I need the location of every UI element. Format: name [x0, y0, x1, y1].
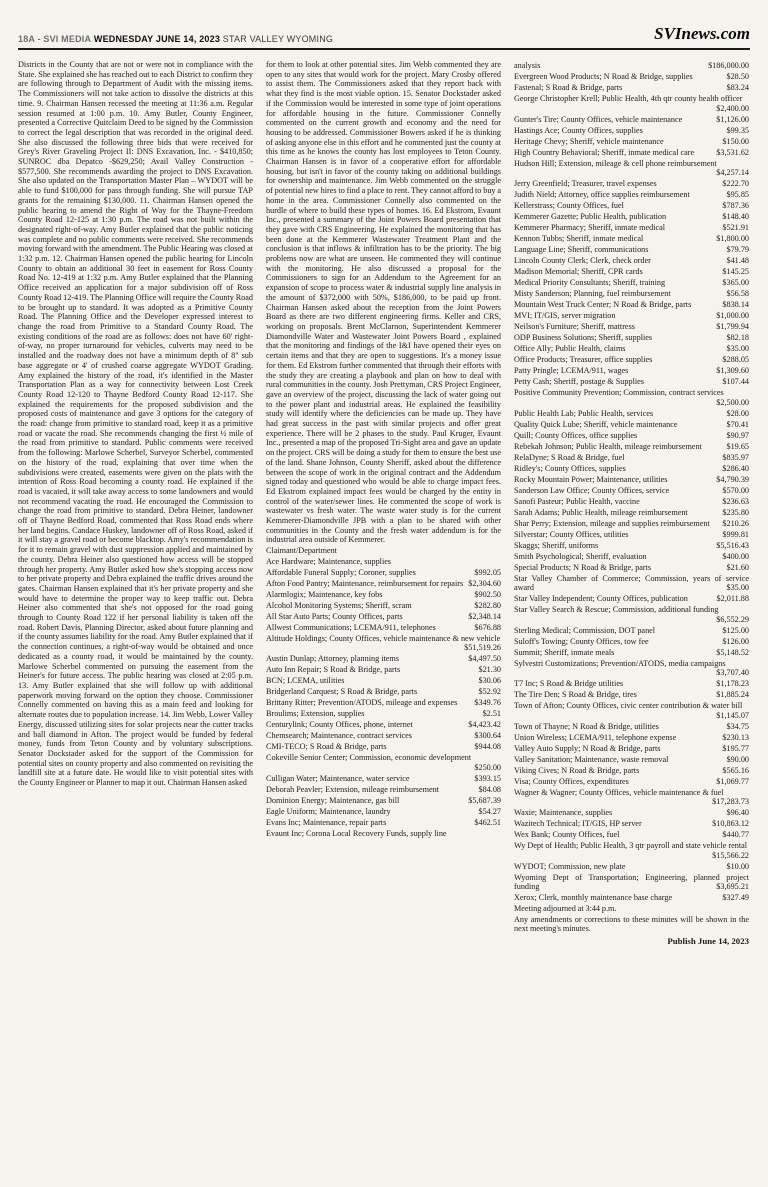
claim-row [266, 742, 501, 752]
claim-description: Centurylink; County Offices, phone, internet [266, 720, 413, 730]
claim-row [514, 333, 749, 343]
claim-row [266, 579, 501, 589]
claim-row [514, 819, 749, 829]
claim-row [514, 788, 749, 807]
claim-description: Sanderson Law Office; County Offices, service [514, 485, 670, 495]
claim-row [514, 245, 749, 255]
claim-description: Sylvestri Customizations; Prevention/ATODS, media campaigns [514, 658, 726, 668]
claim-row [514, 355, 749, 365]
claim-row [514, 94, 749, 113]
claim-amount: $4,497.50 [468, 654, 501, 664]
claim-amount: $222.70 [722, 179, 749, 188]
claim-row [514, 690, 749, 700]
claim-description: T7 Inc; S Road & Bridge utilities [514, 679, 624, 688]
claim-amount: $2,348.14 [468, 611, 501, 621]
claim-description: Waxie; Maintenance, supplies [514, 808, 613, 817]
claim-amount: $999.81 [722, 529, 749, 539]
claim-amount: $99.35 [726, 125, 749, 135]
claim-amount: $21.60 [726, 562, 749, 572]
claim-amount: $52.92 [478, 687, 501, 697]
claim-amount: $787.36 [722, 201, 749, 210]
claim-description: Fastenal; S Road & Bridge, parts [514, 83, 623, 92]
claim-amount: $230.13 [722, 732, 749, 742]
claim-amount: $41.48 [726, 256, 749, 265]
claim-row [514, 679, 749, 689]
claim-description: Evans Inc; Maintenance, repair parts [266, 817, 387, 827]
claim-description: Eagle Uniform; Maintenance, laundry [266, 806, 391, 816]
claim-amount: $35.00 [726, 344, 749, 353]
claim-amount: $210.26 [722, 518, 749, 528]
claim-row [514, 722, 749, 732]
publish-date: Publish June 14, 2023 [667, 936, 749, 947]
claim-description: Wazitech Technical; IT/GIS, HP server [514, 819, 642, 828]
claim-row [266, 720, 501, 730]
claim-amount: $3,707.40 [716, 668, 749, 677]
claim-row [514, 388, 749, 407]
claim-amount: $235.80 [722, 507, 749, 517]
claim-row [266, 665, 501, 675]
claim-row [514, 841, 749, 860]
claim-row [514, 366, 749, 376]
claim-description: Evergreen Wood Products; N Road & Bridge, supplies [514, 72, 693, 81]
claim-row [514, 223, 749, 233]
claim-description: Culligan Water; Maintenance, water service [266, 773, 410, 783]
claim-description: Jerry Greenfield; Treasurer, travel expenses [514, 179, 657, 188]
claim-row [514, 159, 749, 178]
claim-amount: $2.51 [482, 709, 501, 719]
claim-row [514, 519, 749, 529]
claim-description: Wagner & Wagner; County Offices, vehicle maintenance & fuel [514, 787, 724, 797]
claim-row [514, 115, 749, 125]
claim-row [514, 733, 749, 743]
claim-amount: $440.77 [722, 830, 749, 839]
claim-description: Affordable Funeral Supply; Coroner, supplies [266, 567, 416, 577]
claim-row [514, 755, 749, 765]
claim-amount: $30.06 [478, 676, 501, 686]
claim-description: Language Line; Sheriff, communications [514, 245, 649, 254]
claim-amount: $282.80 [474, 600, 501, 610]
claim-amount: $1,145.07 [716, 710, 749, 720]
claim-amount: $145.25 [722, 267, 749, 276]
claim-description: Visa; County Offices, expenditures [514, 776, 629, 786]
claim-row [514, 453, 749, 463]
claim-row [266, 774, 501, 784]
claim-description: Petty Cash; Sheriff, postage & Supplies [514, 377, 644, 386]
claim-amount: $2,500.00 [716, 397, 749, 407]
claim-amount: $107.44 [722, 377, 749, 386]
claim-row [266, 818, 501, 828]
claim-row [514, 766, 749, 776]
claim-row [514, 893, 749, 903]
claim-description: Quality Quick Lube; Sheriff, vehicle maintenance [514, 419, 678, 429]
claim-row [514, 808, 749, 818]
claim-row [266, 807, 501, 817]
claim-amount: $300.64 [474, 731, 501, 741]
claim-description: Public Health Lab; Public Health, services [514, 408, 654, 418]
claim-row [514, 289, 749, 299]
claim-amount: $676.88 [474, 622, 501, 632]
claim-amount: $186,000.00 [708, 61, 749, 70]
claim-amount: $393.15 [474, 773, 501, 783]
claim-amount: $400.00 [722, 551, 749, 561]
claim-description: Star Valley Independent; County Offices, publication [514, 594, 688, 603]
claim-row [514, 300, 749, 310]
article-columns [18, 60, 750, 946]
claim-row [266, 709, 501, 719]
claim-row [514, 409, 749, 419]
claim-row [514, 475, 749, 485]
claim-description: Alcohol Monitoring Systems; Sheriff, scram [266, 600, 412, 610]
claim-row [266, 654, 501, 664]
claim-row [514, 574, 749, 593]
claim-amount: $90.00 [726, 754, 749, 764]
column-3 [514, 60, 749, 946]
claim-description: Shar Perry; Extension, mileage and supplies reimbursement [514, 518, 710, 528]
claim-amount: $125.00 [722, 625, 749, 635]
claim-amount: $96.40 [726, 808, 749, 817]
claim-amount: $1,799.94 [716, 322, 749, 331]
claim-row [514, 530, 749, 540]
claim-description: Summit; Sheriff, inmate meals [514, 647, 615, 657]
claim-amount: $4,423.42 [468, 720, 501, 730]
claim-description: Valley Sanitation; Maintenance, waste removal [514, 754, 669, 764]
claim-description: Union Wireless; LCEMA/911, telephone expense [514, 732, 677, 742]
claim-description: Hastings Ace; County Offices, supplies [514, 125, 643, 135]
claim-description: Town of Thayne; N Road & Bridge, utilities [514, 721, 659, 731]
claim-amount: $83.24 [726, 83, 749, 92]
adjournment-note: Meeting adjourned at 3:44 p.m. [514, 904, 617, 913]
claim-amount: $28.50 [726, 72, 749, 81]
claim-row [514, 179, 749, 189]
claim-description: Alarmlogix; Maintenance, key fobs [266, 589, 383, 599]
issue-location: STAR VALLEY WYOMING [222, 34, 334, 44]
claim-amount: $150.00 [722, 136, 749, 146]
claim-amount: $70.41 [726, 419, 749, 429]
claim-amount: $95.85 [726, 190, 749, 199]
claim-row [514, 605, 749, 624]
claim-description: Kemmerer Gazette; Public Health, publication [514, 212, 667, 221]
claim-amount: $148.40 [722, 212, 749, 221]
claim-description: Smith Psychological; Sheriff, evaluation [514, 551, 647, 561]
claim-row [514, 311, 749, 321]
claim-row [514, 256, 749, 266]
claim-amount: $365.00 [722, 278, 749, 287]
claim-description: Star Valley Chamber of Commerce; Commission, years of service award [514, 573, 749, 592]
claim-row [266, 590, 501, 600]
claim-amount: $250.00 [474, 762, 501, 772]
claim-description: Kellerstrass; County Offices, fuel [514, 201, 624, 210]
claim-description: Kennon Tubbs; Sheriff, inmate medical [514, 234, 644, 243]
claim-amount: $6,552.29 [716, 614, 749, 624]
claim-description: Heritage Chevy; Sheriff, vehicle maintenance [514, 136, 664, 146]
claim-amount: $56.58 [726, 289, 749, 298]
claims-header: Claimant/Department [266, 546, 337, 556]
claim-description: Star Valley Search & Rescue; Commission, additional funding [514, 605, 719, 614]
claim-row [514, 744, 749, 754]
claim-amount: $1,178.23 [716, 679, 749, 688]
claim-amount: $838.14 [722, 300, 749, 309]
claim-description: Sanofi Pasteur; Public Health, vaccine [514, 496, 640, 506]
claim-description: George Christopher Krell; Public Health, 4th qtr county health officer [514, 94, 743, 103]
claim-amount: $288.05 [722, 355, 749, 364]
claim-row [514, 497, 749, 507]
claim-description: Mountain West Truck Center; N Road & Bridge, parts [514, 300, 692, 309]
claim-row [266, 568, 501, 578]
claim-amount: $3,695.21 [716, 882, 749, 891]
claim-description: Allwest Communications; LCEMA/911, telephones [266, 622, 436, 632]
claim-description: Ridley's; County Offices, supplies [514, 463, 626, 473]
claim-description: Dominion Energy; Maintenance, gas bill [266, 795, 400, 805]
masthead-left [18, 34, 333, 44]
claim-description: Ace Hardware; Maintenance, supplies [266, 556, 392, 566]
claim-row [266, 601, 501, 611]
claim-row [514, 563, 749, 573]
claim-row [514, 148, 749, 158]
claim-amount: $462.51 [474, 817, 501, 827]
claim-description: analysis [514, 61, 541, 70]
claim-description: WYDOT; Commission, new plate [514, 861, 626, 871]
claim-description: Xerox; Clerk, monthly maintenance base charge [514, 893, 673, 902]
claim-description: Austin Dunlap; Attorney, planning items [266, 654, 399, 664]
claim-amount: $349.76 [474, 698, 501, 708]
claim-row [266, 557, 501, 567]
claims-list-col2 [266, 557, 501, 839]
claim-amount: $521.91 [722, 223, 749, 232]
claim-row [514, 442, 749, 452]
claim-description: Broulims; Extension, supplies [266, 709, 365, 719]
minutes-text-col1: Districts in the County that are not or were not in compliance with the State. She explained she has reached out to each District to confirm they are following through to Department of Audit with the missing items. The Commissioners will not take action to dissolve the districts at this time. 9. Chairman Hansen recessed the meeting at 11:36 a.m. Regular session resumed at 1:00 p.m. 10. Amy Butler, County Engineer, presented a Corrective Quitclaim Deed to be signed by the Commission to correct the legal description that was recorded in the original deed. She also discussed the following three bids that were received for Grey's River Graveling Project II: DNS Excavation, Inc. - $410,850; SUNROC dba Depatco -$629,250; Avail Valley Construction - $577,500. She recommends awarding the project to DNS Excavation. She also updated on the Transportation Master Plan – WYDOT will be able to fund $100,000 for pass through funding. She will pursue TAP grants for the remaining $130,000. 11. Chairman Hansen opened the public hearing to amend the Right of Way for the Thayne-Freedom County Road 12-125 at 1:30 p.m. The road was not built within the designated right-of-way. Amy Butler explained that the public noticing was complete and no public comments were received. She recommends moving forward with the amendment. The Public Hearing was closed at 1:32 p.m. 12. Chairman Hansen opened the public hearing for Lincoln County to obtain an additional 30 feet in easement for Ross County Road No. 12-419 at 1:32 p.m. Amy Butler explained that the Planning Office received an application for a major subdivision off of Ross County Road 12-419. The Planning Office will require the County Road to be brought up to standard. It was adopted as a Primitive County Road. The Planning Office and the Developer expressed interest to change the road from Primitive to a Standard County Road. The existing conditions of the road are as follows: does not have 60' right-of-way, no proper turnaround for vehicles, culverts may need to be installed and the roadway does not have a minimum depth of 8" sub base aggregate or 4' of crushed coarse aggregate WYDOT Grading. Amy explained the history of the road, it's identified in the Master Transportation Plan as a way for connectivity between Lost Creek County Road 12-120 to Thayne Bedford County Road 12-117. She explained the requirements for the proposed subdivision and the proposed costs of maintenance and gave 3 options for the category of the road: change from primitive to standard road, keep it as a primitive road or vacate the road. She recommends changing the first ½ mile of the road from primitive to standard. Public comments were received from the following: Marlowe Scherbel, Surveyor Scherbel, commented on the history of the road, explaining that over time when the subdivisions were created, easements were given on the plats with the intention of Ross Road becoming a county road. He explained if the road is vacated, it will take away access to some landowners and would not recommend vacating the road. He encouraged the Commission to change the road from primitive to standard. Debra Heiner, landowner off of Thayne Bedford Road, commented that Ross Road ends where her land begins. Candace Huskey, landowner off of Ross Road, asked if it will stay a gravel road or become blacktop. Amy's recommendation is for it to remain gravel with dust suppression applied and maintained by the county. Debra Heiner also questioned how access will be stopped through her property. Amy Butler asked how she's stopping access now to her private property and Debra explained the traffic drives around the gates. Chairman Hansen explained that it's her private property and she would have to determine the proper way to keep traffic out. Debra Heiner also commented that she's not opposed for the road going through to County Road 122 if her personal liability is taken off the road. Robert Davis, Planning Director, asked about future planning and if the county assumes liability for the road. Amy Butler explained that if the connection continues, a right-of-way would be obtained and once dedicated as a county road, it would be maintained by the county. Marlowe Scherbel commented on pursuing the easement from the Heiner's for future access. The public hearing was closed at 2:05 p.m. 13. Amy Butler explained that she will follow up with additional paperwork moving forward on the option they choose. Commissioner Connelly commented on having this as a main feed and looking for alternate routes due to population increase. 14. Jim Webb, Lower Valley Energy, discussed utilizing sites for solar projects near the cutter tracks and ball diamond in Afton. The project would be funded by federal money, funds from Teton County and by voluntary subscriptions. Senator Dockstader asked for the support of the Commission for potential sites on county property and also commented on revisiting the landfill site at a future date. He would like to visit potential sites with the County Engineer or Planner to map it out. Chairman Hansen asked [18, 60, 253, 788]
claim-description: Valley Auto Supply; N Road & Bridge, parts [514, 743, 661, 753]
claim-amount: $195.77 [722, 743, 749, 753]
claim-description: Gunter's Tire; County Offices, vehicle maintenance [514, 114, 683, 124]
claim-amount: $2,304.60 [468, 578, 501, 588]
claim-row [514, 862, 749, 872]
claim-description: Rebekah Johnson; Public Health, mileage reimbursement [514, 441, 702, 451]
claim-amount: $992.05 [474, 567, 501, 577]
claim-amount: $944.08 [474, 742, 501, 752]
claim-description: Sterling Medical; Commission, DOT panel [514, 625, 656, 635]
claims-list-col3 [514, 61, 749, 903]
claim-row [514, 552, 749, 562]
claim-amount: $1,000.00 [716, 311, 749, 320]
claim-amount: $1,800.00 [716, 234, 749, 243]
claim-row [514, 626, 749, 636]
claim-amount: $17,283.73 [712, 797, 749, 806]
claim-row [514, 648, 749, 658]
claim-row [514, 344, 749, 354]
claim-description: Altitude Holdings; County Offices, vehicle maintenance & new vehicle [266, 633, 501, 643]
claim-description: Special Products; N Road & Bridge, parts [514, 562, 652, 572]
claim-description: Deborah Peavler; Extension, mileage reimbursement [266, 784, 440, 794]
claim-amount: $2,011.88 [716, 594, 749, 603]
claim-row [514, 541, 749, 551]
claim-row [514, 212, 749, 222]
claim-description: Silverstar; County Offices, utilities [514, 529, 629, 539]
claim-amount: $5,516.43 [716, 540, 749, 550]
claim-row [514, 278, 749, 288]
claim-amount: $902.50 [474, 589, 501, 599]
claim-description: Kemmerer Pharmacy; Sheriff, inmate medical [514, 223, 666, 232]
claim-description: Bridgerland Carquest; S Road & Bridge, parts [266, 687, 418, 697]
masthead-divider [18, 48, 750, 50]
claim-description: Madison Memorial; Sheriff, CPR cards [514, 267, 643, 276]
claim-amount: $5,148.52 [716, 647, 749, 657]
claim-description: Rocky Mountain Power; Maintenance, utilities [514, 474, 668, 484]
claim-description: Office Ally; Public Health, claims [514, 344, 626, 353]
claim-description: Wy Dept of Health; Public Health, 3 qtr payroll and state vehicle rental [514, 841, 748, 850]
claim-amount: $1,069.77 [716, 776, 749, 786]
claim-amount: $286.40 [722, 463, 749, 473]
column-1 [18, 60, 253, 788]
claim-description: Suloff's Towing; County Offices, tow fee [514, 636, 649, 646]
claim-description: Hudson Hill; Extension, mileage & cell phone reimbursement [514, 158, 717, 168]
claim-amount: $35.00 [726, 583, 749, 592]
column-2 [266, 60, 501, 840]
claim-description: Skaggs; Sheriff, uniforms [514, 540, 599, 550]
claim-description: Office Products; Treasurer, office supplies [514, 355, 653, 364]
claim-row [514, 234, 749, 244]
claim-amount: $10.00 [726, 861, 749, 871]
claim-description: ODP Business Solutions; Sheriff, supplies [514, 333, 653, 342]
claim-amount: $82.18 [726, 333, 749, 342]
claim-row [514, 464, 749, 474]
claim-row [266, 698, 501, 708]
claim-amount: $3,531.62 [716, 147, 749, 157]
claim-row [514, 201, 749, 211]
claim-amount: $570.00 [722, 485, 749, 495]
claim-description: Medical Priority Consultants; Sheriff, training [514, 278, 666, 287]
claim-row [266, 753, 501, 772]
website-url: SVInews.com [654, 24, 750, 43]
claim-description: The Tire Den; S Road & Bridge, tires [514, 690, 637, 699]
claim-row [514, 190, 749, 200]
minutes-text-col2: for them to look at other potential sites. Jim Webb commented they are open to any sites that would work for the project. Mary Crosby offered to assist them. The Commissioners asked that they report back with what they find is the most viable option. 15. Senator Dockstader asked if the Commission would be interested in some type of joint operations for affordable housing in the future. Commissioner Connelly commented on the current growth and economy and the need for housing to be addressed. Commissioner Bowers asked if he is thinking of asking anyone else in this effort and he commented just the county at this time as he knows the county has lost employees to Teton County. Chairman Hansen is in favor of a cooperative effort for affordable housing, but isn't in favor of the county taking on additional buildings for ownership and maintenance. Jim Webb commented on the struggle of potential new hires to find a place to rent. They cannot afford to buy a home in the area. Commissioner Connelly also commented on the hurdle of where to build these types of homes. 16. Ed Ekstrom, Evaunt Inc., presented a summary of the Joint Powers Board presentation that they gave with CRS Engineering. He explained the monitoring that has been done at the Kemmerer Wastewater Treatment Plant and the conclusion is that inflows & infiltration has to be the priority. The big problems now are what are unseen. He commented they will continue with the monitoring. He also discussed a proposal for the Commissioners to sign for an Addendum to the Agreement for an expansion of scope to process water & industrial supply line analysis in the amount of $372,000 with 50%, $186,000, to be paid up front. Chairman Hansen asked about the reception from the Joint Powers Board as there are two different engineering firms. Keller and CRS, working on proposals. Brent McClarnon, Superintendent Kemmerer Diamondville Water and Wastewater Joint Powers Board , explained that the monitoring and findings of the I&I have opened their eyes on certain items and that they are open to suggestions. It's a money issue for them. Ed Ekstrom further commented that through their efforts with the study they are creating a playbook and plan on how to deal with rural communities in the county. Josh Prettyman, CRS Project Engineer, gave an overview of the project, discussing the lack of water going out to the power plant and industrial areas. He explained the feasibility study will identify where the deficiencies can be made up. They have had great success in the past with similar projects and offer great experience. There will be 2 phases to the study. Paul Kruger, Evaunt Inc., presented a map of the proposed Tri-Sight area and gave an update on the project. CRS will be doing a study for them to ensure the best use of the land. Shane Johnson, County Sheriff, asked about the difference between the scope of work in the original contract and the Addendum signed today and questioned who would be able to charge impact fees. Ed Ekstrom explained impact fees would be charged by the entity in control of the water/sewer lines. He commented the scope of work is wastewater vs fresh water. The waste water study is for the current Kemmerer-Diamondville JPB with a plan to be shared with other communities in the County and the fresh water addendum is for the industrial area outside of Kemmerer. [266, 60, 501, 545]
claim-description: BCN; LCEMA, utilities [266, 676, 345, 686]
claim-description: Afton Food Pantry; Maintenance, reimbursement for repairs [266, 578, 464, 588]
claim-description: Cokeville Senior Center; Commission, economic development [266, 753, 472, 763]
claim-amount: $79.79 [726, 245, 749, 254]
claim-row [514, 83, 749, 93]
claim-description: RelaDyne; S Road & Bridge, fuel [514, 452, 625, 462]
claim-description: Positive Community Prevention; Commission, contract services [514, 388, 724, 397]
claim-row [266, 796, 501, 806]
claim-row [266, 676, 501, 686]
claim-row [266, 687, 501, 697]
masthead [18, 24, 750, 44]
claim-description: Wyoming Dept of Transportation; Engineering, planned project funding [514, 872, 749, 891]
claim-amount: $565.16 [722, 765, 749, 775]
claim-description: Sarah Adams; Public Health, mileage reimbursement [514, 507, 688, 517]
claim-row [514, 659, 749, 678]
claim-description: Evaunt Inc; Corona Local Recovery Funds, supply line [266, 828, 447, 838]
claim-amount: $2,400.00 [716, 103, 749, 113]
claim-row [514, 61, 749, 71]
claim-description: All Star Auto Parts; County Offices, parts [266, 611, 403, 621]
claim-row [514, 637, 749, 647]
claim-amount: $54.27 [478, 806, 501, 816]
page-number: 18A - SVI MEDIA [18, 34, 92, 44]
claim-description: Chemsearch; Maintenance, contract services [266, 731, 412, 741]
claim-row [266, 612, 501, 622]
claim-description: Judith Nield; Attorney, office supplies reimbursement [514, 190, 690, 199]
claim-amount: $236.63 [722, 496, 749, 506]
claim-row [514, 701, 749, 720]
claim-row [514, 267, 749, 277]
claim-description: Town of Afton; County Offices, civic center contribution & water bill [514, 701, 743, 710]
claim-amount: $1,309.60 [716, 366, 749, 375]
claim-row [514, 377, 749, 387]
claim-amount: $90.97 [726, 430, 749, 440]
claim-amount: $4,257.14 [716, 168, 749, 177]
claim-row [514, 486, 749, 496]
claim-amount: $1,126.00 [716, 114, 749, 124]
amendments-note: Any amendments or corrections to these minutes will be shown in the next meeting's minutes. [514, 914, 749, 934]
claim-amount: $327.49 [722, 893, 749, 902]
claim-amount: $34.75 [726, 721, 749, 731]
claim-amount: $84.08 [478, 784, 501, 794]
claim-amount: $126.00 [722, 636, 749, 646]
claim-row [266, 785, 501, 795]
claim-row [266, 731, 501, 741]
issue-date: WEDNESDAY JUNE 14, 2023 [93, 34, 221, 44]
claim-amount: $10,863.12 [712, 819, 749, 828]
claim-amount: $51,519.26 [464, 643, 501, 653]
claim-description: Brittany Ritter; Prevention/ATODS, mileage and expenses [266, 698, 458, 708]
claim-row [514, 873, 749, 892]
claim-amount: $28.00 [726, 408, 749, 418]
claim-amount: $19.65 [726, 441, 749, 451]
claim-row [514, 830, 749, 840]
claim-row [514, 137, 749, 147]
claim-amount: $5,687.39 [468, 795, 501, 805]
claim-description: MVI; IT/GIS, server migration [514, 311, 616, 320]
claim-row [514, 72, 749, 82]
claim-row [514, 508, 749, 518]
claim-amount: $1,885.24 [716, 690, 749, 699]
claim-row [514, 777, 749, 787]
claim-row [266, 623, 501, 633]
claim-amount: $15,566.22 [712, 850, 749, 860]
claim-row [514, 322, 749, 332]
claim-description: Wex Bank; County Offices, fuel [514, 830, 620, 839]
claim-row [514, 431, 749, 441]
claim-description: Viking Cives; N Road & Bridge, parts [514, 765, 640, 775]
claim-row [266, 829, 501, 839]
claim-description: Misty Sanderson; Planning, fuel reimbursement [514, 289, 671, 298]
claim-description: Quill; County Offices, office supplies [514, 430, 638, 440]
claim-row [266, 634, 501, 653]
claim-description: High Country Behavioral; Sheriff, inmate medical care [514, 147, 695, 157]
claim-row [514, 594, 749, 604]
claim-row [514, 420, 749, 430]
claim-amount: $835.97 [722, 452, 749, 462]
claim-description: Patty Pringle; LCEMA/911, wages [514, 366, 629, 375]
claim-amount: $4,790.39 [716, 474, 749, 484]
claim-description: CMI-TECO; S Road & Bridge, parts [266, 742, 387, 752]
claim-description: Auto Inn Repair; S Road & Bridge, parts [266, 665, 401, 675]
claim-row [514, 126, 749, 136]
claim-description: Lincoln County Clerk; Clerk, check order [514, 256, 651, 265]
claim-description: Neilson's Furniture; Sheriff, mattress [514, 322, 635, 331]
claim-amount: $21.30 [478, 665, 501, 675]
